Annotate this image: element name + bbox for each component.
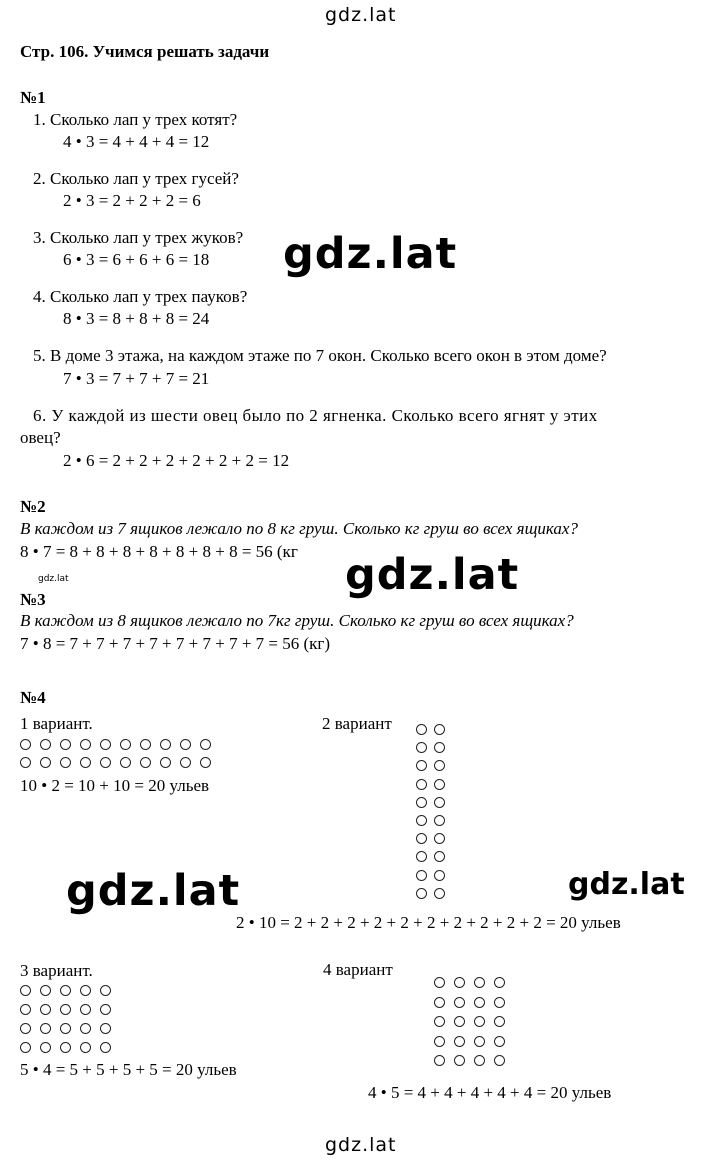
hive-circle — [60, 1042, 71, 1053]
hive-circle — [474, 977, 485, 988]
hive-circle — [434, 742, 445, 753]
hive-circle — [434, 1016, 445, 1027]
hive-circle — [494, 1036, 505, 1047]
hive-circle — [180, 739, 191, 750]
hive-circle — [474, 997, 485, 1008]
hive-circle — [200, 757, 211, 768]
hive-circle — [40, 1023, 51, 1034]
hive-circle — [494, 1016, 505, 1027]
hive-circle — [434, 797, 445, 808]
hive-circle — [120, 739, 131, 750]
hive-circle — [100, 757, 111, 768]
hive-circle — [434, 724, 445, 735]
hive-circle — [434, 870, 445, 881]
task4-header: №4 — [20, 688, 46, 707]
hive-circle — [434, 977, 445, 988]
hive-circle — [180, 757, 191, 768]
hive-circle — [416, 797, 427, 808]
task1-s6: 2 • 6 = 2 + 2 + 2 + 2 + 2 + 2 = 12 — [63, 451, 290, 470]
hive-circle — [200, 739, 211, 750]
hive-circle — [454, 1036, 465, 1047]
hive-circle — [60, 757, 71, 768]
hive-circle — [140, 757, 151, 768]
hive-circle — [434, 760, 445, 771]
hive-circle — [416, 724, 427, 735]
task3-header: №3 — [20, 590, 46, 609]
hive-circle — [454, 977, 465, 988]
task1-s1: 4 • 3 = 4 + 4 + 4 = 12 — [63, 132, 210, 151]
variant1-solution: 10 • 2 = 10 + 10 = 20 ульев — [20, 776, 210, 795]
task1-s3: 6 • 3 = 6 + 6 + 6 = 18 — [63, 250, 210, 269]
task1-q1: 1. Сколько лап у трех котят? — [33, 110, 238, 129]
task2-problem: В каждом из 7 ящиков лежало по 8 кг груш. Сколько кг груш во всех ящиках? — [20, 519, 578, 538]
hive-circle — [474, 1055, 485, 1066]
variant3-solution: 5 • 4 = 5 + 5 + 5 + 5 = 20 ульев — [20, 1060, 237, 1079]
task1-q3: 3. Сколько лап у трех жуков? — [33, 228, 244, 247]
task3-solution: 7 • 8 = 7 + 7 + 7 + 7 + 7 + 7 + 7 + 7 = 56 (кг) — [20, 634, 331, 653]
hive-circle — [60, 739, 71, 750]
watermark-large-1: gdz.lat — [283, 229, 458, 279]
hive-circle — [100, 1042, 111, 1053]
hive-circle — [100, 1023, 111, 1034]
hive-circle — [160, 739, 171, 750]
hive-circle — [454, 1055, 465, 1066]
task1-q6-line2: овец? — [20, 428, 61, 447]
variant4-solution: 4 • 5 = 4 + 4 + 4 + 4 + 4 = 20 ульев — [368, 1083, 612, 1102]
hive-circle — [20, 739, 31, 750]
task1-s2: 2 • 3 = 2 + 2 + 2 = 6 — [63, 191, 201, 210]
hive-circle — [434, 997, 445, 1008]
variant4-label: 4 вариант — [323, 960, 393, 979]
hive-circle — [80, 985, 91, 996]
hive-circle — [20, 985, 31, 996]
task1-s4: 8 • 3 = 8 + 8 + 8 = 24 — [63, 309, 210, 328]
hive-circle — [20, 1042, 31, 1053]
hive-circle — [20, 1004, 31, 1015]
task1-s5: 7 • 3 = 7 + 7 + 7 = 21 — [63, 369, 210, 388]
hive-circle — [80, 1023, 91, 1034]
hive-circle — [416, 779, 427, 790]
hive-circle — [416, 833, 427, 844]
variant2-solution: 2 • 10 = 2 + 2 + 2 + 2 + 2 + 2 + 2 + 2 + 2 + 2 = 20 ульев — [236, 913, 621, 932]
hive-circle — [434, 815, 445, 826]
hive-circle — [140, 739, 151, 750]
hive-circle — [434, 1055, 445, 1066]
watermark-right: gdz.lat — [568, 867, 685, 902]
watermark-large-2: gdz.lat — [345, 550, 520, 600]
variant2-label: 2 вариант — [322, 714, 392, 733]
watermark-tiny: gdz.lat — [38, 574, 69, 584]
task1-header: №1 — [20, 88, 46, 107]
hive-circle — [434, 888, 445, 899]
hive-circle — [100, 985, 111, 996]
hive-circle — [494, 1055, 505, 1066]
watermark-bottom: gdz.lat — [325, 1134, 397, 1156]
hive-circle — [80, 757, 91, 768]
hive-circle — [80, 1004, 91, 1015]
hive-circle — [160, 757, 171, 768]
hive-circle — [434, 779, 445, 790]
task2-solution: 8 • 7 = 8 + 8 + 8 + 8 + 8 + 8 + 8 = 56 (кг — [20, 542, 298, 561]
hive-circle — [40, 757, 51, 768]
hive-circle — [100, 739, 111, 750]
watermark-top: gdz.lat — [325, 4, 397, 26]
task1-q4: 4. Сколько лап у трех пауков? — [33, 287, 248, 306]
hive-circle — [416, 742, 427, 753]
hive-circle — [434, 833, 445, 844]
hive-circle — [416, 815, 427, 826]
hive-circle — [20, 757, 31, 768]
hive-circle — [416, 851, 427, 862]
hive-circle — [434, 851, 445, 862]
variant1-label: 1 вариант. — [20, 714, 93, 733]
task3-problem: В каждом из 8 ящиков лежало по 7кг груш. Сколько кг груш во всех ящиках? — [20, 611, 574, 630]
hive-circle — [40, 985, 51, 996]
hive-circle — [60, 1023, 71, 1034]
hive-circle — [60, 985, 71, 996]
hive-circle — [434, 1036, 445, 1047]
hive-circle — [100, 1004, 111, 1015]
variant3-label: 3 вариант. — [20, 961, 93, 980]
hive-circle — [40, 1004, 51, 1015]
hive-circle — [474, 1016, 485, 1027]
hive-circle — [20, 1023, 31, 1034]
hive-circle — [416, 760, 427, 771]
hive-circle — [416, 888, 427, 899]
hive-circle — [60, 1004, 71, 1015]
hive-circle — [416, 870, 427, 881]
hive-circle — [454, 1016, 465, 1027]
hive-circle — [474, 1036, 485, 1047]
hive-circle — [40, 1042, 51, 1053]
page-title: Стр. 106. Учимся решать задачи — [20, 42, 270, 61]
task2-header: №2 — [20, 497, 46, 516]
hive-circle — [494, 977, 505, 988]
watermark-large-3: gdz.lat — [66, 866, 241, 916]
hive-circle — [80, 1042, 91, 1053]
task1-q6-line1: 6. У каждой из шести овец было по 2 ягненка. Сколько всего ягнят у этих — [33, 406, 598, 425]
task1-q2: 2. Сколько лап у трех гусей? — [33, 169, 239, 188]
hive-circle — [454, 997, 465, 1008]
hive-circle — [494, 997, 505, 1008]
hive-circle — [80, 739, 91, 750]
task1-q5: 5. В доме 3 этажа, на каждом этаже по 7 окон. Сколько всего окон в этом доме? — [33, 346, 607, 365]
hive-circle — [120, 757, 131, 768]
hive-circle — [40, 739, 51, 750]
